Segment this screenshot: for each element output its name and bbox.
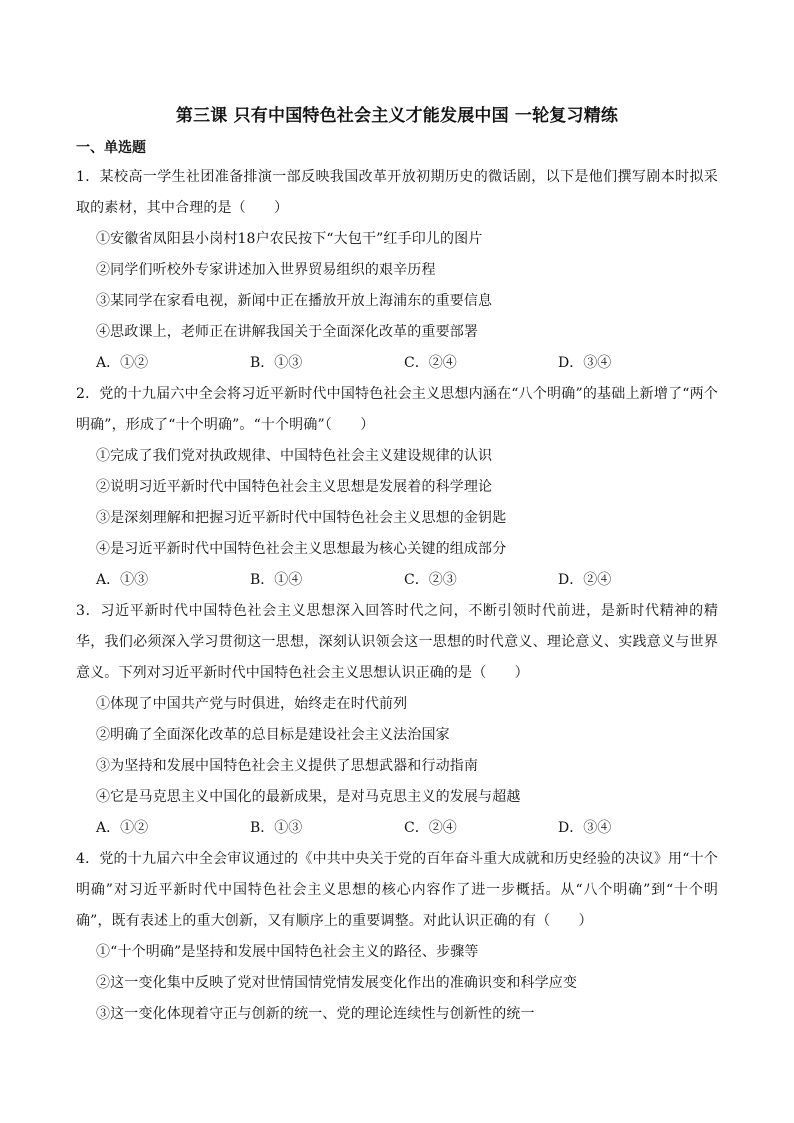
choice-c: C．②④ <box>404 355 457 371</box>
page-title: 第三课 只有中国特色社会主义才能发展中国 一轮复习精练 <box>175 106 619 126</box>
option-2: ②同学们听校外专家讲述加入世界贸易组织的艰辛历程 <box>96 262 436 278</box>
option-4: ④思政课上，老师正在讲解我国关于全面深化改革的重要部署 <box>96 324 479 340</box>
question-1 <box>76 162 718 379</box>
answer-choices <box>76 348 718 379</box>
option-1: ①安徽省凤阳县小岗村18户农民按下“大包干”红手印儿的图片 <box>96 231 483 247</box>
option-1: ①“十个明确”是坚持和发展中国特色社会主义的路径、步骤等 <box>96 944 479 960</box>
choice-c: C．②④ <box>404 820 457 836</box>
question-stem: 1．某校高一学生社团准备排演一部反映我国改革开放初期历史的微话剧，以下是他们撰写剧本时拟采取的素材，其中合理的是（ ） <box>76 169 718 216</box>
option-4: ④它是马克思主义中国化的最新成果，是对马克思主义的发展与超越 <box>96 789 521 805</box>
choice-c: C．②③ <box>404 572 457 588</box>
question-stem: 4．党的十九届六中全会审议通过的《中共中央关于党的百年奋斗重大成就和历史经验的决议》用“十个明确”对习近平新时代中国特色社会主义思想的核心内容作了进一步概括。从“八个明确”到“十个明确”，既有表述上的重大创新，又有顺序上的重要调整。对此认识正确的有（ ） <box>76 851 718 929</box>
option-3: ③为坚持和发展中国特色社会主义提供了思想武器和行动指南 <box>96 758 479 774</box>
option-2: ②说明习近平新时代中国特色社会主义思想是发展着的科学理论 <box>96 479 493 495</box>
option-2: ②明确了全面深化改革的总目标是建设社会主义法治国家 <box>96 727 450 743</box>
answer-choices <box>76 813 718 844</box>
choice-d: D．③④ <box>558 355 612 371</box>
option-1: ①完成了我们党对执政规律、中国特色社会主义建设规律的认识 <box>96 448 493 464</box>
choice-b: B．①④ <box>250 572 303 588</box>
option-3: ③这一变化体现着守正与创新的统一、党的理论连续性与创新性的统一 <box>96 1006 535 1022</box>
question-stem: 2．党的十九届六中全会将习近平新时代中国特色社会主义思想内涵在“八个明确”的基础上新增了“两个明确”，形成了“十个明确”。“十个明确”（ ） <box>76 386 718 433</box>
question-stem: 3．习近平新时代中国特色社会主义思想深入回答时代之问，不断引领时代前进，是新时代精神的精华，我们必须深入学习贯彻这一思想，深刻认识领会这一思想的时代意义、理论意义、实践意义与世界意义。下列对习近平新时代中国特色社会主义思想认识正确的是（ ） <box>76 603 718 681</box>
option-1: ①体现了中国共产党与时俱进，始终走在时代前列 <box>96 696 408 712</box>
choice-a: A．①② <box>96 820 149 836</box>
question-2 <box>76 379 718 596</box>
question-list <box>76 162 718 1030</box>
choice-d: D．②④ <box>558 572 612 588</box>
choice-b: B．①③ <box>250 355 303 371</box>
question-4 <box>76 844 718 1030</box>
choice-d: D．③④ <box>558 820 612 836</box>
answer-choices <box>76 565 718 596</box>
section-heading: 一、单选题 <box>76 140 146 156</box>
choice-b: B．①③ <box>250 820 303 836</box>
option-3: ③是深刻理解和把握习近平新时代中国特色社会主义思想的金钥匙 <box>96 510 507 526</box>
choice-a: A．①② <box>96 355 149 371</box>
option-2: ②这一变化集中反映了党对世情国情党情发展变化作出的准确识变和科学应变 <box>96 975 578 991</box>
option-4: ④是习近平新时代中国特色社会主义思想最为核心关键的组成部分 <box>96 541 507 557</box>
choice-a: A．①③ <box>96 572 149 588</box>
question-3 <box>76 596 718 844</box>
option-3: ③某同学在家看电视，新闻中正在播放开放上海浦东的重要信息 <box>96 293 493 309</box>
